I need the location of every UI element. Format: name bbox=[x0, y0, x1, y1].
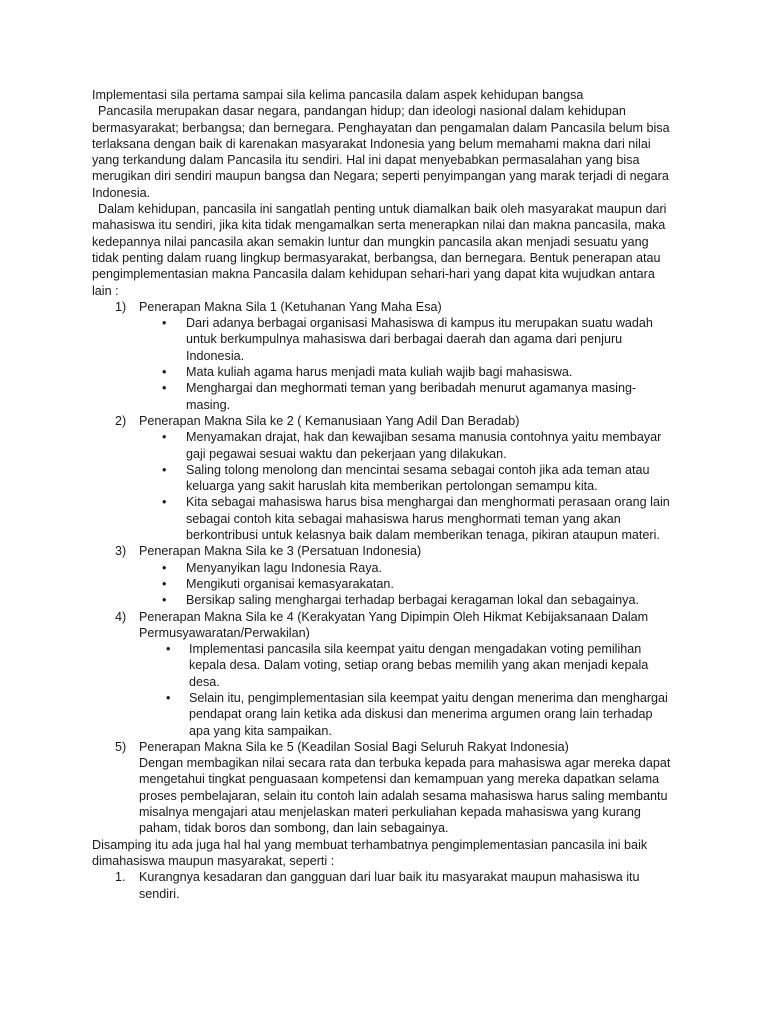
bullet-icon: • bbox=[166, 690, 171, 705]
sila-bullets bbox=[139, 429, 676, 543]
list-item-text: Kita sebagai mahasiswa harus bisa menghargai dan menghormati perasaan orang lain sebagai contoh kita sebagai mahasiswa harus menghormati teman yang akan berkontribusi untuk kelasnya baik dalam memberikan tenaga, pikiran ataupun materi. bbox=[186, 495, 670, 543]
list-item bbox=[139, 690, 676, 739]
sila-number: 1) bbox=[115, 299, 127, 314]
paragraph-importance bbox=[92, 201, 676, 299]
obstacle-list bbox=[92, 869, 676, 902]
list-item-text: Menghargai dan meghormati teman yang beribadah menurut agamanya masing-masing. bbox=[186, 381, 637, 412]
list-item bbox=[139, 494, 676, 543]
bullet-icon: • bbox=[162, 430, 167, 445]
sila-heading: Penerapan Makna Sila 1 (Ketuhanan Yang Maha Esa) bbox=[139, 299, 442, 314]
obstacle-item-1 bbox=[92, 869, 676, 902]
list-item-text: Selain itu, pengimplementasian sila keempat yaitu dengan menerima dan menghargai pendapat orang lain ketika ada diskusi dan menerima argumen orang lain terhadap apa yang kita sampaikan. bbox=[189, 690, 668, 738]
list-item-text: Dari adanya berbagai organisasi Mahasiswa di kampus itu merupakan suatu wadah untuk berkumpulnya mahasiswa dari berbagai daerah dan agama dari penjuru Indonesia. bbox=[186, 316, 653, 363]
sila-bullets bbox=[139, 315, 676, 413]
document-body bbox=[92, 87, 676, 902]
bullet-icon: • bbox=[162, 365, 167, 380]
sila-list bbox=[92, 299, 676, 837]
sila-heading: Penerapan Makna Sila ke 5 (Keadilan Sosial Bagi Seluruh Rakyat Indonesia) bbox=[139, 739, 569, 754]
list-item bbox=[139, 462, 676, 495]
sila-item-2 bbox=[92, 413, 676, 543]
document-title: Implementasi sila pertama sampai sila kelima pancasila dalam aspek kehidupan bangsa bbox=[92, 88, 584, 102]
sila-number: 5) bbox=[115, 739, 127, 754]
list-item bbox=[139, 315, 676, 364]
bullet-icon: • bbox=[162, 593, 167, 608]
bullet-icon: • bbox=[162, 316, 167, 331]
bullet-icon: • bbox=[162, 495, 167, 510]
list-item-text: Implementasi pancasila sila keempat yaitu dengan mengadakan voting pemilihan kepala desa. Dalam voting, setiap orang bebas memilih yang akan menjadi kepala desa. bbox=[189, 642, 649, 689]
list-item-text: Bersikap saling menghargai terhadap berbagai keragaman lokal dan sebagainya. bbox=[186, 593, 639, 608]
sila-number: 2) bbox=[115, 413, 127, 428]
bullet-icon: • bbox=[162, 381, 167, 396]
list-item-text: Menyanyikan lagu Indonesia Raya. bbox=[186, 560, 383, 575]
sila-bullets bbox=[139, 560, 676, 609]
paragraph-intro-text: Pancasila merupakan dasar negara, pandangan hidup; dan ideologi nasional dalam kehidupan bermasyarakat; berbangsa; dan bernegara. Penghayatan dan pengamalan dalam Pancasila belum bisa terlaksana dengan baik di karenakan masyarakat Indonesia yang belum memahami makna dari nilai yang terkandung dalam Pancasila itu sendiri. Hal ini dapat menyebabkan permasalahan yang bisa merugikan diri sendiri maupun bangsa dan Negara; seperti penyimpangan yang marak terjadi di negara Indonesia. bbox=[92, 104, 670, 200]
list-item-text: Saling tolong menolong dan mencintai sesama sebagai contoh jika ada teman atau keluarga yang sakit haruslah kita memberikan pertolongan semampu kita. bbox=[186, 462, 650, 494]
obstacle-text: Kurangnya kesadaran dan gangguan dari luar baik itu masyarakat maupun mahasiswa itu sendiri. bbox=[139, 870, 640, 901]
list-item bbox=[139, 641, 676, 690]
list-item bbox=[139, 429, 676, 462]
bullet-icon: • bbox=[162, 576, 167, 591]
paragraph-obstacles: Disamping itu ada juga hal hal yang membuat terhambatnya pengimplementasian pancasila ini baik dimahasiswa maupun masyarakat, seperti : bbox=[92, 837, 648, 868]
list-item bbox=[139, 592, 676, 608]
bullet-icon: • bbox=[166, 642, 171, 657]
paragraph-importance-text: Dalam kehidupan, pancasila ini sangatlah penting untuk diamalkan baik oleh masyarakat maupun dari mahasiswa itu sendiri, jika kita tidak mengamalkan serta menerapkan nilai dan makna pancasila, maka kedepannya nilai pancasila akan semakin luntur dan mungkin pancasila akan menjadi sesuatu yang tidak penting dalam ruang lingkup bermasyarakat, berbangsa, dan bernegara. Bentuk penerapan atau pengimplementasian makna Pancasila dalam kehidupan sehari-hari yang dapat kita wujudkan antara lain : bbox=[92, 202, 667, 298]
sila-item-1 bbox=[92, 299, 676, 413]
list-item bbox=[139, 364, 676, 380]
sila-bullets bbox=[139, 641, 676, 739]
paragraph-intro bbox=[92, 103, 676, 201]
sila-heading: Penerapan Makna Sila ke 3 (Persatuan Indonesia) bbox=[139, 544, 422, 559]
sila-heading: Penerapan Makna Sila ke 4 (Kerakyatan Yang Dipimpin Oleh Hikmat Kebijaksanaan Dalam Permusyawaratan/Perwakilan) bbox=[139, 609, 649, 640]
sila-item-3 bbox=[92, 543, 676, 608]
list-item bbox=[139, 576, 676, 592]
list-item-text: Mata kuliah agama harus menjadi mata kuliah wajib bagi mahasiswa. bbox=[186, 365, 573, 380]
sila-body: Dengan membagikan nilai secara rata dan terbuka kepada para mahasiswa agar mereka dapat mengetahui tingkat penguasaan kompetensi dan kemampuan yang mereka dapatkan selama proses pembelajaran, selain itu contoh lain adalah sesama mahasiswa harus saling membantu misalnya mengajari atau menjelaskan materi perkuliahan kepada mahasiswa yang kurang paham, tidak boros dan sombong, dan lain sebagainya. bbox=[139, 756, 671, 836]
sila-item-5 bbox=[92, 739, 676, 837]
sila-number: 3) bbox=[115, 544, 127, 559]
sila-number: 4) bbox=[115, 609, 127, 624]
bullet-icon: • bbox=[162, 560, 167, 575]
bullet-icon: • bbox=[162, 462, 167, 477]
list-item bbox=[139, 380, 676, 413]
sila-item-4 bbox=[92, 609, 676, 739]
obstacle-number: 1. bbox=[115, 870, 126, 885]
sila-heading: Penerapan Makna Sila ke 2 ( Kemanusiaan Yang Adil Dan Beradab) bbox=[139, 413, 520, 428]
list-item-text: Mengikuti organisai kemasyarakatan. bbox=[186, 576, 394, 591]
list-item bbox=[139, 560, 676, 576]
list-item-text: Menyamakan drajat, hak dan kewajiban sesama manusia contohnya yaitu membayar gaji pegawai sesuai waktu dan pekerjaan yang dilakukan. bbox=[186, 430, 662, 461]
